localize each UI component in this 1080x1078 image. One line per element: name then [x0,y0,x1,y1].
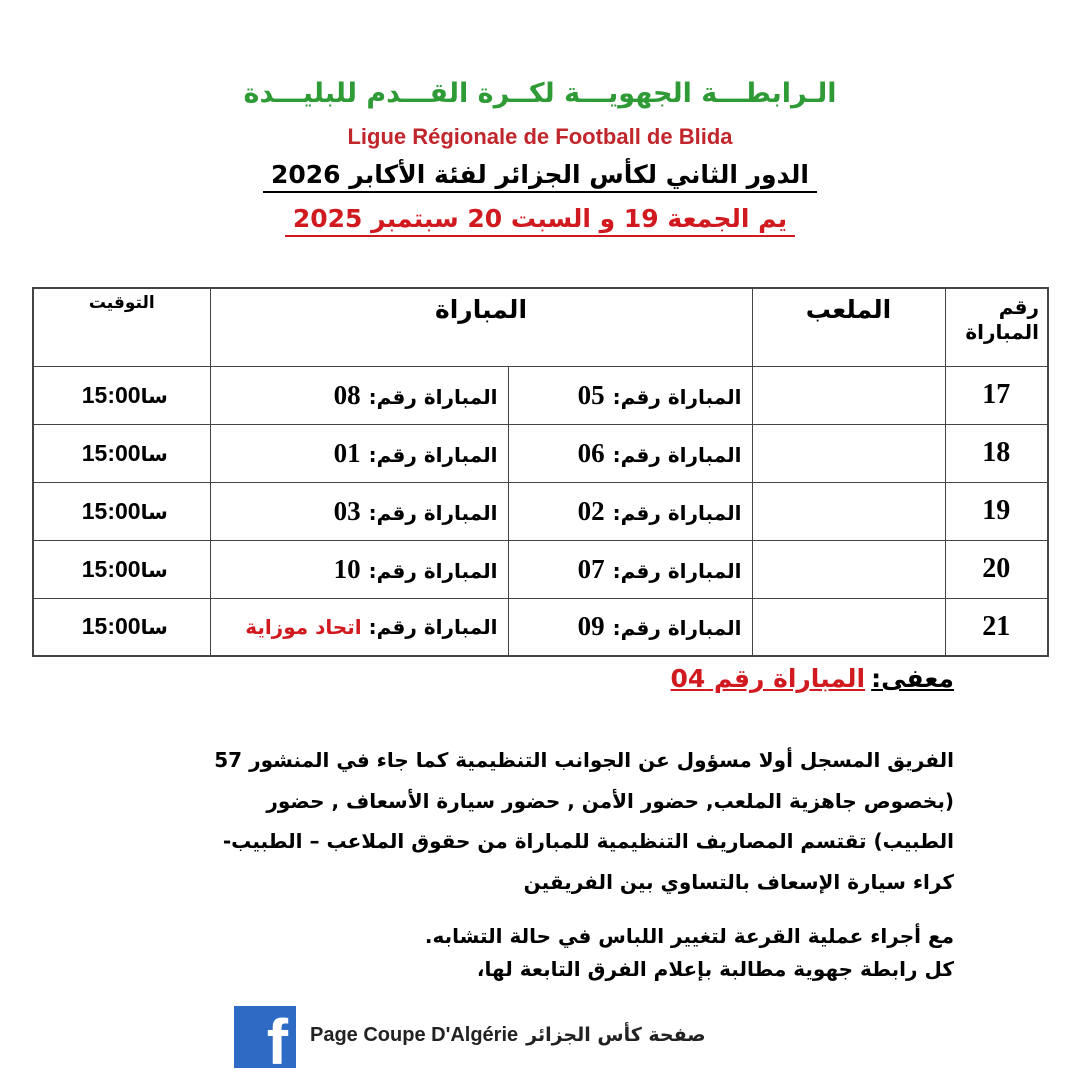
home-team-cell [508,540,752,598]
time-cell [33,482,210,540]
date-title [0,204,1080,237]
away-match-label: المباراة رقم: [368,558,498,583]
time-label: سا [140,383,168,408]
table-header-row [33,288,1048,366]
facebook-letter: f [266,1006,288,1078]
away-team-cell [210,424,508,482]
away-team-cell [210,366,508,424]
round-title [0,160,1080,193]
time-cell [33,366,210,424]
time-value: 15:00 [81,555,141,582]
home-match-value: 07 [577,553,605,584]
stadium-cell [752,598,945,656]
stadium-cell [752,482,945,540]
away-match-label: المباراة رقم: [368,384,498,409]
table-row [33,598,1048,656]
notes-paragraph [154,920,954,986]
away-match-value: 08 [333,379,361,410]
stadium-cell [752,424,945,482]
round-title-text: الدور الثاني لكأس الجزائر لفئة الأكابر 2026 [263,160,817,193]
stadium-cell [752,540,945,598]
time-cell [33,598,210,656]
rules-line: الفريق المسجل أولا مسؤول عن الجوانب التنظيمية كما جاء في المنشور 57 [214,748,954,772]
exempt-value: المباراة رقم 04 [670,664,866,693]
league-arabic-title-text: الـرابطـــة الجهويـــة لكــرة القـــدم للبليـــدة [243,78,837,109]
away-team-name: اتحاد موزاية [245,614,362,639]
table-row [33,424,1048,482]
home-team-cell [508,424,752,482]
away-match-value: 10 [333,553,361,584]
home-match-label: المباراة رقم: [612,384,742,409]
home-match-label: المباراة رقم: [612,442,742,467]
league-arabic-title [0,78,1080,109]
match-number-cell: 17 [945,366,1048,424]
home-match-label: المباراة رقم: [612,616,742,641]
rules-line: الطبيب) تقتسم المصاريف التنظيمية للمباراة من حقوق الملاعب – الطبيب- [222,829,954,853]
header-stadium: الملعب [752,288,945,366]
notes-line: كل رابطة جهوية مطالبة بإعلام الفرق التابعة لها، [476,957,954,981]
time-label: سا [140,557,168,582]
away-match-value: 03 [333,495,361,526]
time-label: سا [140,615,168,640]
home-team-cell [508,482,752,540]
home-match-value: 06 [577,437,605,468]
table-row [33,482,1048,540]
away-match-label: المباراة رقم: [368,614,498,639]
away-match-value: 01 [333,437,361,468]
away-team-cell [210,598,508,656]
exempt-line [671,664,954,693]
home-match-label: المباراة رقم: [612,558,742,583]
match-number-cell: 21 [945,598,1048,656]
home-match-value: 02 [577,495,605,526]
rules-line: كراء سيارة الإسعاف بالتساوي بين الفريقين [523,869,954,894]
time-cell [33,540,210,598]
away-match-label: المباراة رقم: [368,442,498,467]
header-time: التوقيت [33,288,210,366]
home-match-label: المباراة رقم: [612,500,742,525]
time-cell [33,424,210,482]
away-team-cell [210,482,508,540]
schedule-table [32,287,1049,657]
table-row [33,366,1048,424]
time-label: سا [140,441,168,466]
away-match-label: المباراة رقم: [368,500,498,525]
time-value: 15:00 [81,439,141,466]
date-title-text: يم الجمعة 19 و السبت 20 سبتمبر 2025 [285,204,795,237]
time-value: 15:00 [81,613,141,640]
away-team-cell [210,540,508,598]
league-french-title [0,124,1080,150]
exempt-label: معفى: [871,664,954,693]
match-number-cell: 18 [945,424,1048,482]
time-value: 15:00 [81,497,141,524]
facebook-icon [234,1006,296,1078]
home-match-value: 09 [577,611,605,642]
footer-page-name-en: Page Coupe D'Algérie [310,1024,519,1046]
rules-paragraph [154,740,954,902]
match-number-cell: 19 [945,482,1048,540]
footer-page-name [310,1024,706,1047]
home-team-cell [508,598,752,656]
time-label: سا [140,499,168,524]
header-match: المباراة [210,288,752,366]
match-number-cell: 20 [945,540,1048,598]
footer-page-name-ar: صفحة كأس الجزائر [526,1024,706,1046]
stadium-cell [752,366,945,424]
league-french-title-text: Ligue Régionale de Football de Blida [347,124,733,149]
home-match-value: 05 [577,379,605,410]
time-value: 15:00 [81,381,141,408]
home-team-cell [508,366,752,424]
table-row [33,540,1048,598]
rules-line: (بخصوص جاهزية الملعب, حضور الأمن , حضور سيارة الأسعاف , حضور [266,788,954,813]
header-match-number: رقم المباراة [945,288,1048,366]
notes-line: مع أجراء عملية القرعة لتغيير اللباس في حالة التشابه. [424,924,954,948]
